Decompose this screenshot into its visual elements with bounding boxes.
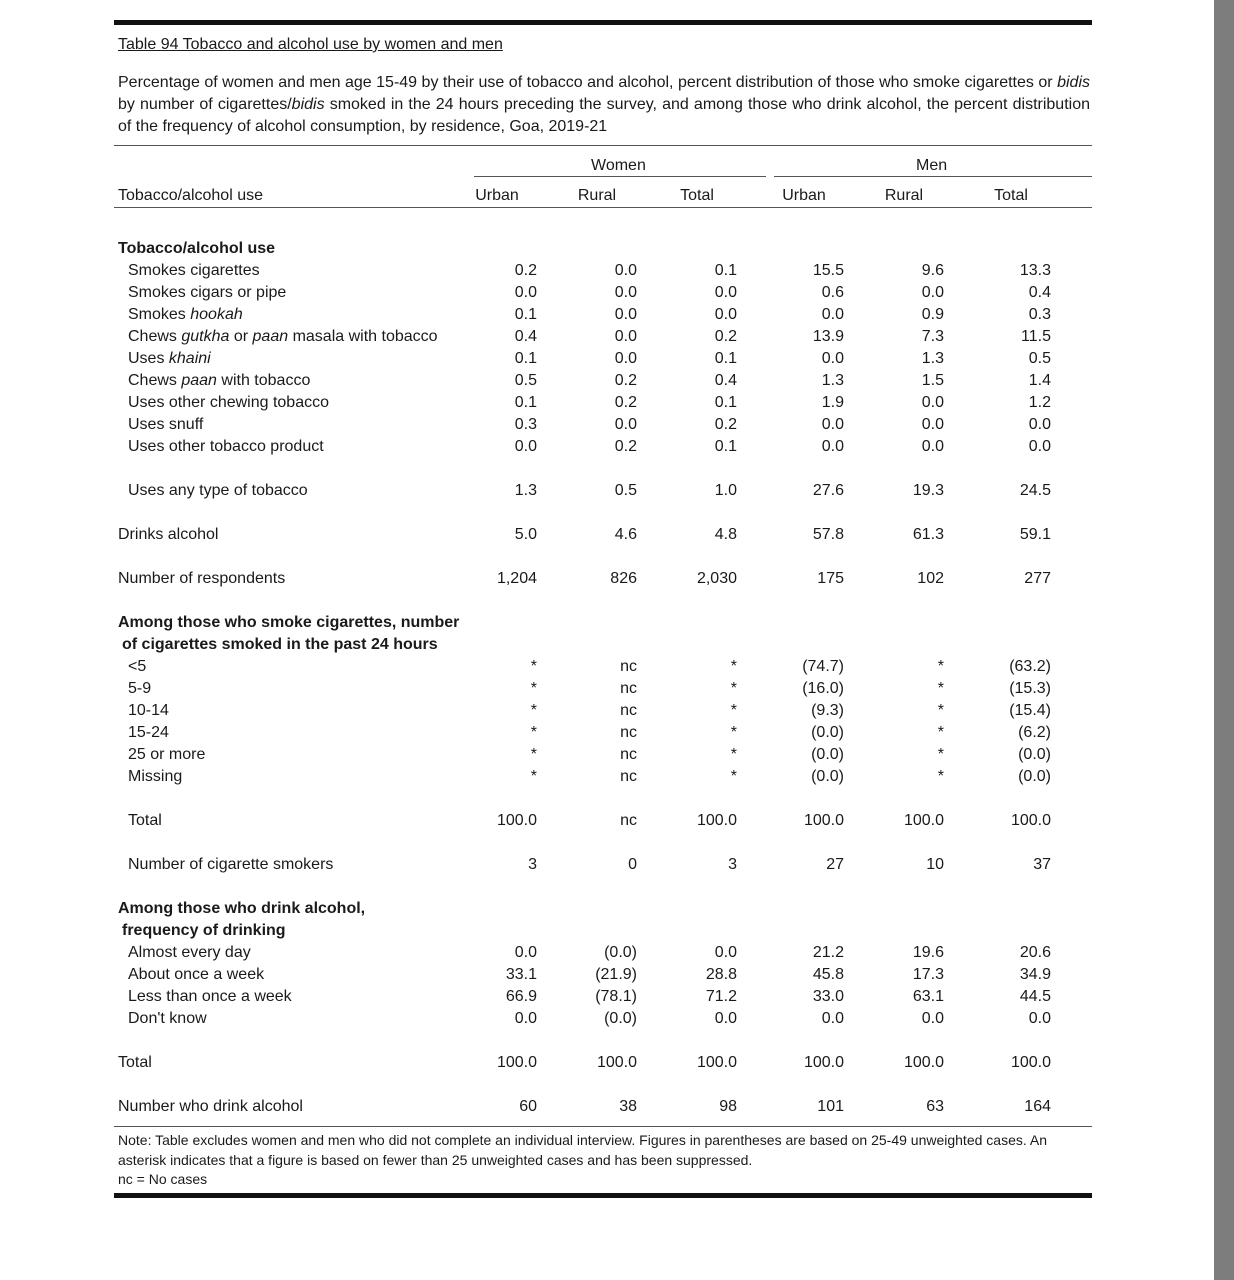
cell-value: 1.0 xyxy=(714,482,737,499)
cell-value: (0.0) xyxy=(811,746,844,763)
cell-value: 100.0 xyxy=(1010,1054,1051,1071)
cell-value: * xyxy=(937,768,944,785)
cell-value: * xyxy=(937,746,944,763)
cell-value: 63.1 xyxy=(912,988,944,1005)
section-heading xyxy=(114,636,1092,658)
row-label: 5-9 xyxy=(128,680,152,697)
cell-value: 0.0 xyxy=(614,350,637,367)
cell-value: (0.0) xyxy=(604,1010,637,1027)
section-heading-label: Tobacco/alcohol use xyxy=(118,240,276,257)
row-label: Chews paan with tobacco xyxy=(128,372,311,389)
section-heading-label: frequency of drinking xyxy=(122,922,286,939)
cell-value: 0.1 xyxy=(714,350,737,367)
cell-value: 0.4 xyxy=(1028,284,1051,301)
cell-value: 0.0 xyxy=(614,262,637,279)
col-women-total: Total xyxy=(680,187,714,204)
cell-value: (74.7) xyxy=(802,658,844,675)
cell-value: 2,030 xyxy=(696,570,737,587)
cell-value: 0.0 xyxy=(514,1010,537,1027)
cell-value: 0.0 xyxy=(821,306,844,323)
cell-value: 0.1 xyxy=(514,394,537,411)
cell-value: * xyxy=(530,768,537,785)
cell-value: 100.0 xyxy=(496,812,537,829)
men-group-rule xyxy=(774,176,1092,177)
cell-value: * xyxy=(730,680,737,697)
cell-value: * xyxy=(730,768,737,785)
cell-value: 826 xyxy=(610,570,637,587)
cell-value: * xyxy=(937,658,944,675)
table-row xyxy=(114,856,1092,878)
cell-value: 1.4 xyxy=(1028,372,1051,389)
cell-value: (16.0) xyxy=(802,680,844,697)
cell-value: 0.4 xyxy=(514,328,537,345)
cell-value: 44.5 xyxy=(1019,988,1051,1005)
cell-value: * xyxy=(730,702,737,719)
header-bottom-rule xyxy=(114,207,1092,208)
cell-value: 0.0 xyxy=(514,284,537,301)
cell-value: 0.0 xyxy=(714,944,737,961)
table-row xyxy=(114,944,1092,966)
cell-value: 0.0 xyxy=(921,1010,944,1027)
cell-value: 0.2 xyxy=(714,416,737,433)
section-heading-label: Among those who drink alcohol, xyxy=(118,900,366,917)
cell-value: 15.5 xyxy=(812,262,844,279)
cell-value: 28.8 xyxy=(705,966,737,983)
cell-value: 0.0 xyxy=(921,284,944,301)
cell-value: 0.0 xyxy=(514,438,537,455)
cell-value: 20.6 xyxy=(1019,944,1051,961)
cell-value: 0.6 xyxy=(821,284,844,301)
cell-value: 0.0 xyxy=(1028,438,1051,455)
cell-value: 277 xyxy=(1024,570,1051,587)
cell-value: 0.2 xyxy=(614,372,637,389)
cell-value: 0.0 xyxy=(821,1010,844,1027)
cell-value: 3 xyxy=(728,856,737,873)
table-row xyxy=(114,680,1092,702)
cell-value: 0.2 xyxy=(614,394,637,411)
cell-value: 10 xyxy=(926,856,944,873)
cell-value: * xyxy=(937,724,944,741)
section-heading-label: Among those who smoke cigarettes, number xyxy=(118,614,460,631)
row-label: <5 xyxy=(128,658,147,675)
table-row xyxy=(114,1098,1092,1120)
nc-note: nc = No cases xyxy=(118,1171,208,1187)
cell-value: (0.0) xyxy=(811,724,844,741)
cell-value: * xyxy=(530,658,537,675)
cell-value: nc xyxy=(620,658,637,675)
table-row xyxy=(114,262,1092,284)
cell-value: 1.3 xyxy=(821,372,844,389)
row-label: Uses other chewing tobacco xyxy=(128,394,329,411)
cell-value: 63 xyxy=(926,1098,944,1115)
cell-value: * xyxy=(730,746,737,763)
table-row xyxy=(114,724,1092,746)
row-label: Chews gutkha or paan masala with tobacco xyxy=(128,328,438,345)
cell-value: 13.3 xyxy=(1019,262,1051,279)
row-label: Almost every day xyxy=(128,944,251,961)
table-row xyxy=(114,306,1092,328)
cell-value: 38 xyxy=(619,1098,637,1115)
row-label: About once a week xyxy=(128,966,265,983)
women-group-rule xyxy=(474,176,766,177)
cell-value: 45.8 xyxy=(812,966,844,983)
table-row xyxy=(114,284,1092,306)
cell-value: 100.0 xyxy=(596,1054,637,1071)
cell-value: 0.2 xyxy=(614,438,637,455)
cell-value: 1.5 xyxy=(921,372,944,389)
table-row xyxy=(114,526,1092,548)
cell-value: 0.0 xyxy=(921,416,944,433)
cell-value: (63.2) xyxy=(1009,658,1051,675)
row-label: Smokes cigarettes xyxy=(128,262,260,279)
cell-value: 37 xyxy=(1033,856,1051,873)
cell-value: * xyxy=(530,702,537,719)
cell-value: 57.8 xyxy=(812,526,844,543)
cell-value: 0.5 xyxy=(514,372,537,389)
section-heading xyxy=(114,922,1092,944)
row-label: Number who drink alcohol xyxy=(118,1098,303,1115)
cell-value: * xyxy=(530,680,537,697)
table-row xyxy=(114,416,1092,438)
cell-value: 0.1 xyxy=(714,262,737,279)
table-row xyxy=(114,394,1092,416)
cell-value: 0.0 xyxy=(614,284,637,301)
cell-value: 1.2 xyxy=(1028,394,1051,411)
cell-value: 9.6 xyxy=(921,262,944,279)
table-row xyxy=(114,328,1092,350)
cell-value: 0.1 xyxy=(714,394,737,411)
cell-value: 100.0 xyxy=(696,812,737,829)
cell-value: 0.0 xyxy=(614,328,637,345)
cell-value: 0.3 xyxy=(1028,306,1051,323)
cell-value: (9.3) xyxy=(811,702,844,719)
cell-value: 0.9 xyxy=(921,306,944,323)
cell-value: * xyxy=(730,724,737,741)
column-header-row xyxy=(114,187,1092,209)
cell-value: (21.9) xyxy=(595,966,637,983)
section-heading xyxy=(114,240,1092,262)
cell-value: 0.0 xyxy=(921,438,944,455)
table-row xyxy=(114,482,1092,504)
cell-value: nc xyxy=(620,702,637,719)
cell-value: 102 xyxy=(917,570,944,587)
cell-value: 100.0 xyxy=(1010,812,1051,829)
cell-value: (0.0) xyxy=(811,768,844,785)
cell-value: 33.1 xyxy=(505,966,537,983)
header-top-rule xyxy=(114,145,1092,146)
cell-value: 101 xyxy=(817,1098,844,1115)
col-men-total: Total xyxy=(994,187,1028,204)
cell-value: * xyxy=(530,746,537,763)
row-label: Total xyxy=(118,1054,152,1071)
top-rule xyxy=(114,20,1092,25)
cell-value: (0.0) xyxy=(1018,768,1051,785)
row-label: Don't know xyxy=(128,1010,207,1027)
table-row xyxy=(114,988,1092,1010)
cell-value: 100.0 xyxy=(803,812,844,829)
cell-value: 0.1 xyxy=(514,306,537,323)
table-row xyxy=(114,438,1092,460)
section-heading-label: of cigarettes smoked in the past 24 hours xyxy=(122,636,438,653)
cell-value: * xyxy=(730,658,737,675)
cell-value: 59.1 xyxy=(1019,526,1051,543)
cell-value: 17.3 xyxy=(912,966,944,983)
row-label: Less than once a week xyxy=(128,988,292,1005)
viewer-scrollbar[interactable] xyxy=(1214,0,1234,1280)
cell-value: 34.9 xyxy=(1019,966,1051,983)
cell-value: 61.3 xyxy=(912,526,944,543)
table-row xyxy=(114,658,1092,680)
cell-value: 0.0 xyxy=(821,438,844,455)
cell-value: 1.9 xyxy=(821,394,844,411)
cell-value: (6.2) xyxy=(1018,724,1051,741)
cell-value: 0.2 xyxy=(514,262,537,279)
cell-value: nc xyxy=(620,724,637,741)
table-row xyxy=(114,1010,1092,1032)
row-label: Uses any type of tobacco xyxy=(128,482,308,499)
row-label: Drinks alcohol xyxy=(118,526,219,543)
cell-value: 0.3 xyxy=(514,416,537,433)
cell-value: 0.0 xyxy=(714,1010,737,1027)
table-page xyxy=(114,20,1092,1187)
cell-value: 13.9 xyxy=(812,328,844,345)
section-heading xyxy=(114,900,1092,922)
table-row xyxy=(114,350,1092,372)
cell-value: 0.0 xyxy=(514,944,537,961)
row-label: Uses other tobacco product xyxy=(128,438,324,455)
cell-value: 27 xyxy=(826,856,844,873)
table-row xyxy=(114,570,1092,592)
col-men-urban: Urban xyxy=(782,187,826,204)
col-men-rural: Rural xyxy=(884,187,924,204)
col-women-rural: Rural xyxy=(577,187,617,204)
cell-value: 19.3 xyxy=(912,482,944,499)
cell-value: * xyxy=(937,680,944,697)
cell-value: 100.0 xyxy=(696,1054,737,1071)
cell-value: 100.0 xyxy=(496,1054,537,1071)
cell-value: 0.2 xyxy=(714,328,737,345)
cell-value: 71.2 xyxy=(705,988,737,1005)
table-row xyxy=(114,372,1092,394)
table-title: Table 94 Tobacco and alcohol use by women and men xyxy=(118,36,503,53)
row-label: Smokes cigars or pipe xyxy=(128,284,287,301)
table-description: Percentage of women and men age 15-49 by their use of tobacco and alcohol, percent distribution of those who smoke cigarettes or bidis by number of cigarettes/bidis smoked in the 24 hours preceding the survey, and among those who drink alcohol, the percent distribution of the frequency of alcohol consumption, by residence, Goa, 2019-21 xyxy=(118,74,1090,135)
cell-value: 21.2 xyxy=(812,944,844,961)
cell-value: nc xyxy=(620,812,637,829)
cell-value: 0.0 xyxy=(821,416,844,433)
table-row xyxy=(114,702,1092,724)
row-label: Uses snuff xyxy=(128,416,204,433)
body-bottom-rule xyxy=(114,1126,1092,1127)
cell-value: * xyxy=(530,724,537,741)
cell-value: 33.0 xyxy=(812,988,844,1005)
cell-value: 0.4 xyxy=(714,372,737,389)
table-note: Note: Table excludes women and men who did not complete an individual interview. Figures in parentheses are based on 25-49 unweighted cases. An asterisk indicates that a figure is based on fewer than 25 unweighted cases and has been suppressed. xyxy=(118,1132,1047,1168)
cell-value: 100.0 xyxy=(903,1054,944,1071)
section-heading xyxy=(114,614,1092,636)
cell-value: 0.5 xyxy=(614,482,637,499)
table-row xyxy=(114,966,1092,988)
cell-value: 175 xyxy=(817,570,844,587)
row-label: 10-14 xyxy=(128,702,169,719)
cell-value: 0.1 xyxy=(714,438,737,455)
cell-value: 1.3 xyxy=(921,350,944,367)
row-header-label: Tobacco/alcohol use xyxy=(118,187,263,204)
cell-value: 27.6 xyxy=(812,482,844,499)
cell-value: (0.0) xyxy=(1018,746,1051,763)
cell-value: 1,204 xyxy=(496,570,537,587)
cell-value: 4.6 xyxy=(614,526,637,543)
cell-value: 0 xyxy=(628,856,637,873)
table-row xyxy=(114,768,1092,790)
cell-value: 0.0 xyxy=(821,350,844,367)
row-label: Total xyxy=(128,812,162,829)
cell-value: * xyxy=(937,702,944,719)
cell-value: 19.6 xyxy=(912,944,944,961)
cell-value: 164 xyxy=(1024,1098,1051,1115)
cell-value: 4.8 xyxy=(714,526,737,543)
cell-value: 0.0 xyxy=(614,306,637,323)
cell-value: 0.0 xyxy=(714,306,737,323)
cell-value: 0.5 xyxy=(1028,350,1051,367)
cell-value: 100.0 xyxy=(803,1054,844,1071)
row-label: Smokes hookah xyxy=(128,306,243,323)
cell-value: (15.4) xyxy=(1009,702,1051,719)
row-label: Number of cigarette smokers xyxy=(128,856,334,873)
cell-value: nc xyxy=(620,746,637,763)
group-men: Men xyxy=(916,157,948,174)
cell-value: 1.3 xyxy=(514,482,537,499)
cell-value: 0.1 xyxy=(514,350,537,367)
cell-value: 7.3 xyxy=(921,328,944,345)
table-row xyxy=(114,746,1092,768)
cell-value: 98 xyxy=(719,1098,737,1115)
cell-value: 5.0 xyxy=(514,526,537,543)
cell-value: nc xyxy=(620,768,637,785)
cell-value: 60 xyxy=(519,1098,537,1115)
col-women-urban: Urban xyxy=(475,187,519,204)
cell-value: 24.5 xyxy=(1019,482,1051,499)
cell-value: (78.1) xyxy=(595,988,637,1005)
table-row xyxy=(114,812,1092,834)
bottom-rule xyxy=(114,1193,1092,1198)
cell-value: 3 xyxy=(528,856,537,873)
cell-value: 100.0 xyxy=(903,812,944,829)
cell-value: nc xyxy=(620,680,637,697)
row-label: Number of respondents xyxy=(118,570,286,587)
group-women: Women xyxy=(591,157,646,174)
cell-value: 0.0 xyxy=(1028,416,1051,433)
cell-value: 0.0 xyxy=(921,394,944,411)
cell-value: 66.9 xyxy=(505,988,537,1005)
row-label: Missing xyxy=(128,768,183,785)
row-label: 25 or more xyxy=(128,746,206,763)
cell-value: 0.0 xyxy=(714,284,737,301)
cell-value: (15.3) xyxy=(1009,680,1051,697)
cell-value: 0.0 xyxy=(614,416,637,433)
cell-value: (0.0) xyxy=(604,944,637,961)
row-label: 15-24 xyxy=(128,724,169,741)
cell-value: 11.5 xyxy=(1021,328,1051,345)
table-row xyxy=(114,1054,1092,1076)
cell-value: 0.0 xyxy=(1028,1010,1051,1027)
row-label: Uses khaini xyxy=(128,350,211,367)
